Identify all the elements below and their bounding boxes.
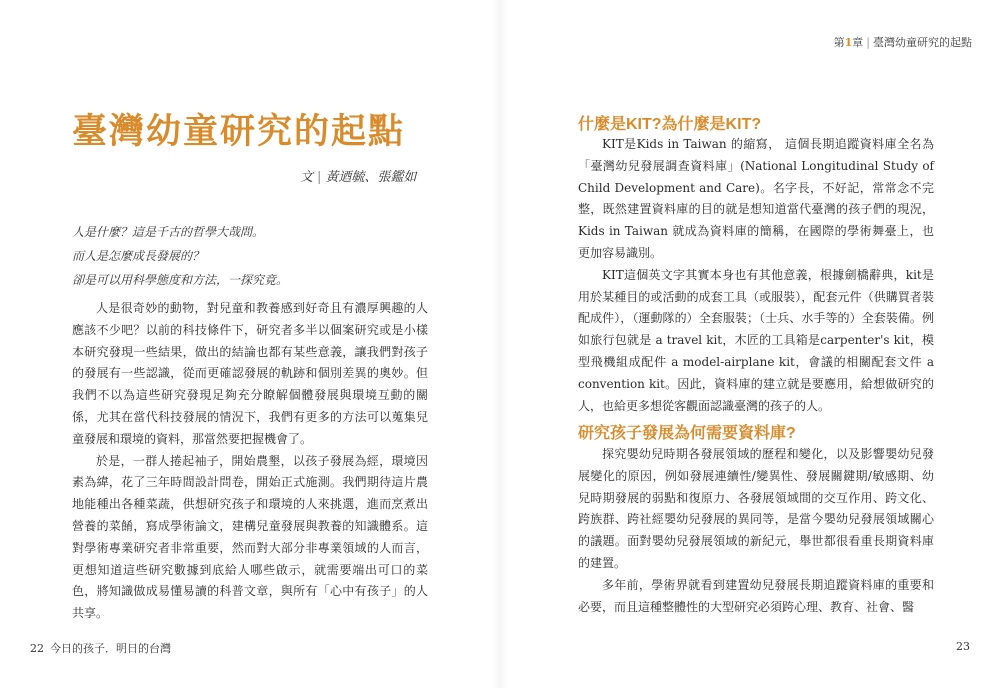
article-title: 臺灣幼童研究的起點 (72, 111, 406, 152)
body-paragraph: 人是很奇妙的動物，對兒童和教養感到好奇且有濃厚興趣的人應該不少吧？以前的科技條件下，研究者多半以個案研究或是小樣本研究發現一些結果，做出的結論也都有某些意義，讓我們對孩子的發展有一些認識，從而更確認發展的軌跡和個別差異的奧妙。但我們不以為這些研究發現足夠充分瞭解個體發展與環境互動的關係，尤其在當代科技發展的情況下，我們有更多的方法可以蒐集兒童發展和環境的資料，那當然要把握機會了。 (72, 301, 428, 446)
chapter-title: 臺灣幼童研究的起點 (873, 36, 972, 49)
page-number-left: 22 (30, 642, 44, 655)
body-paragraph: 多年前，學術界就看到建置幼兒發展長期追蹤資料庫的重要和必要，而且這種整體性的大型研究必須跨心理、教育、社會、醫 (578, 577, 934, 614)
byline (300, 166, 416, 185)
section-heading-what-is-kit: 什麼是KIT?為什麼是KIT? (578, 116, 762, 133)
epigraph-line: 人是什麼？這是千古的哲學大哉問。 (72, 225, 265, 239)
epigraph-line: 而人是怎麼成長發展的？ (72, 249, 205, 263)
body-paragraph: KIT這個英文字其實本身也有其他意義，根據劍橋辭典，kit是用於某種目的或活動的成套工具（或服裝），配套元件（供購買者裝配成件），（運動隊的）全套服裝；（士兵、水手等的）全套裝備。例如旅行包就是 a travel kit，木匠的工具箱是carpenter's kit，模型飛機組成配件 a model-airplane kit，會議的相關配套文件 a convention kit。因此，資料庫的建立就是要應用，給想做研究的人，也給更多想從客觀面認識臺灣的孩子的人。 (578, 267, 934, 413)
running-head-separator: | (866, 36, 870, 49)
book-title: 今日的孩子．明日的台灣 (50, 642, 171, 655)
right-page (500, 0, 1000, 688)
byline-authors: 黃迺毓、張鑑如 (325, 170, 417, 185)
section-body-why-database (578, 444, 934, 618)
left-body-text (72, 298, 428, 625)
byline-separator: | (317, 170, 322, 185)
byline-prefix: 文 (300, 170, 314, 185)
chapter-prefix: 第 (833, 36, 845, 49)
section-heading-why-database: 研究孩子發展為何需要資料庫? (578, 425, 796, 442)
body-paragraph: 探究嬰幼兒時期各發展領域的歷程和變化，以及影響嬰幼兒發展變化的原因，例如發展連續性/變異性、發展關鍵期/敏感期、幼兒時期發展的弱點和復原力、各發展領域間的交互作用、跨文化、跨族群、跨社經嬰幼兒發展的異同等，是當今嬰幼兒發展領域關心的議題。面對嬰幼兒發展領域的新紀元，舉世都很看重長期資料庫的建置。 (578, 447, 934, 570)
body-paragraph: 於是，一群人捲起袖子，開始農墾，以孩子發展為經，環境因素為緯，花了三年時間設計問卷，開始正式施測。我們期待這片農地能種出各種菜蔬，供想研究孩子和環境的人來挑選，進而烹煮出營養的菜餚，寫成學術論文，建構兒童發展與教養的知識體系。這對學術專業研究者非常重要，然而對大部分非專業領域的人而言，更想知道這些研究數據到底給人哪些啟示，就需要端出可口的菜色，將知識做成易懂易讀的科普文章，與所有「心中有孩子」的人共享。 (72, 453, 428, 621)
epigraph (72, 220, 452, 292)
section-body-what-is-kit (578, 134, 934, 417)
epigraph-line: 卻是可以用科學態度和方法，一探究竟。 (72, 273, 289, 287)
page-number-right: 23 (956, 640, 970, 653)
body-paragraph: KIT是Kids in Taiwan 的縮寫， 這個長期追蹤資料庫全名為「臺灣幼兒發展調查資料庫」(National Longitudinal Study of Child Development and Care)。名字長，不好記，常常念不完整，既然建置資料庫的目的就是想知道當代臺灣的孩子們的現況，Kids in Taiwan 就成為資料庫的簡稱，在國際的學術舞臺上，也更加容易識別。 (578, 137, 934, 260)
running-head (834, 34, 972, 50)
chapter-number: 1 (844, 36, 853, 49)
left-footer (30, 640, 171, 656)
chapter-suffix: 章 (852, 36, 864, 49)
